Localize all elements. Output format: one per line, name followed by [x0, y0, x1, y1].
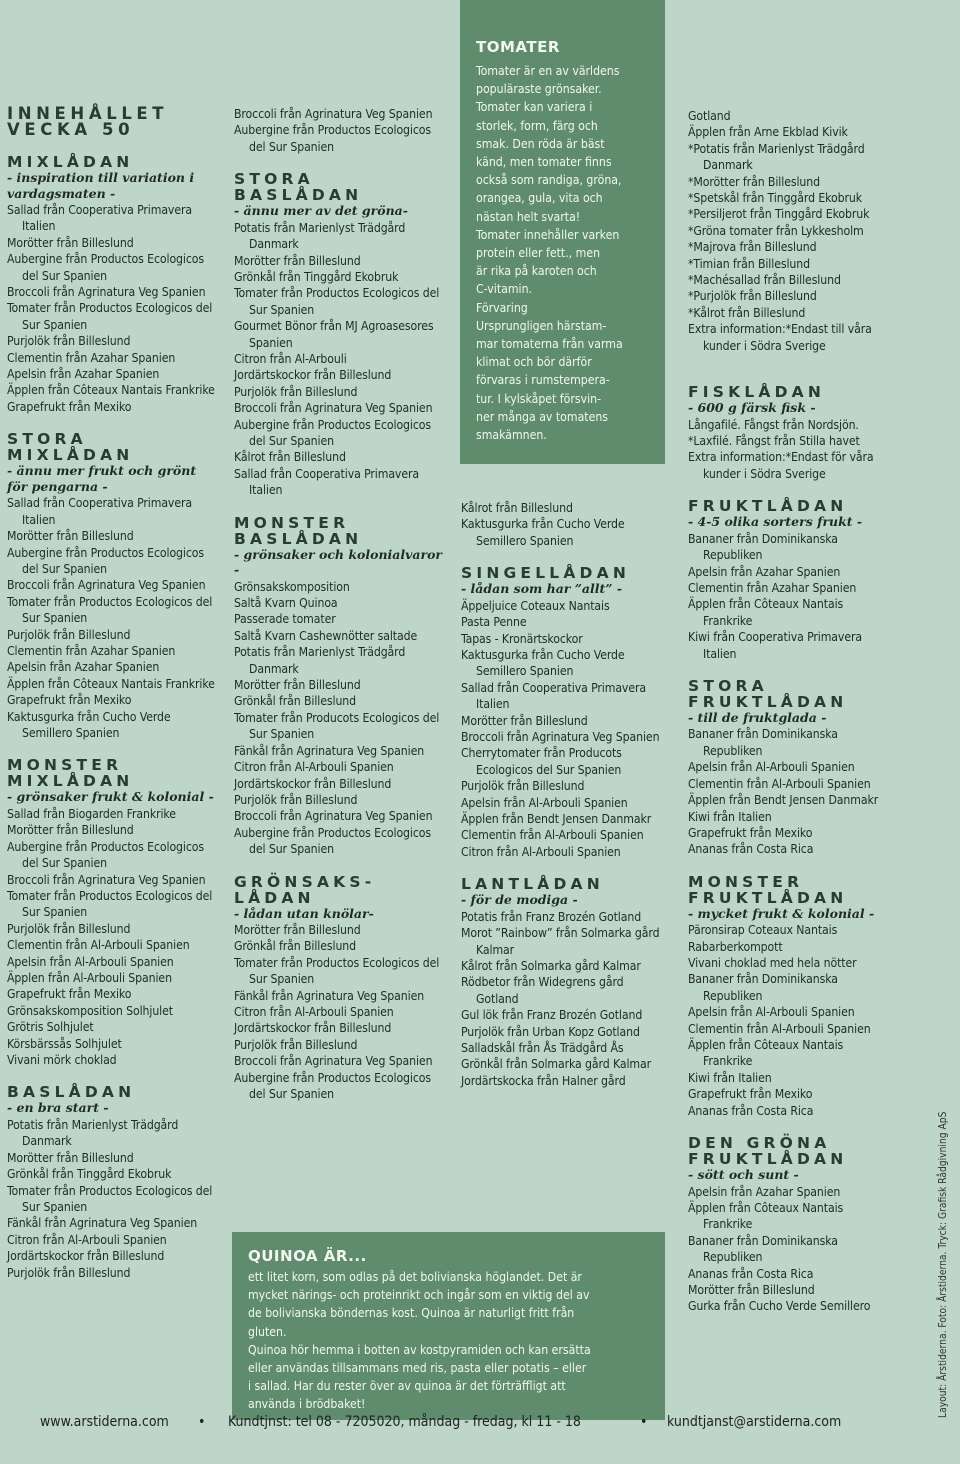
box-section — [234, 171, 444, 498]
list-item: Grapefrukt från Mexiko — [688, 825, 813, 840]
list-item: Äpplen från Côteaux Nantais Frankrike — [7, 383, 215, 398]
list-item: Aubergine från Productos Ecologicos del Sur Spanien — [7, 545, 205, 576]
box-section — [461, 565, 666, 860]
list-item: Sallad från Cooperativa Primavera Italien — [461, 680, 646, 712]
box-section — [7, 154, 215, 415]
list-item: Jordärtskocka från Halner gård — [461, 1073, 626, 1088]
list-item: Äpplen från Al-Arbouli Spanien — [7, 970, 172, 985]
list-item: *Laxfilé. Fångst från Stilla havet — [688, 434, 860, 448]
list-item: Purjolök från Billeslund — [7, 1265, 131, 1280]
list-item: *Kålrot från Billeslund — [688, 305, 806, 320]
list-item: Grönkål från Tinggård Ekobruk — [234, 269, 399, 284]
section-tagline: - en bra start - — [7, 1100, 109, 1116]
list-item: Morot ”Rainbow” från Solmarka gård Kalmar — [461, 926, 660, 957]
list-item: Bananer från Dominikanska Republiken — [688, 531, 838, 563]
list-item: Tomater från Productos Ecologicos del Sur Spanien — [7, 594, 213, 626]
list-item: Saltå Kvarn Cashewnötter saltade — [234, 628, 418, 643]
list-item: Apelsin från Al-Arbouli Spanien — [7, 954, 174, 969]
list-item: Citron från Al-Arbouli Spanien — [234, 1005, 394, 1020]
list-item: Apelsin från Al-Arbouli Spanien — [688, 1005, 855, 1020]
list-item: Pasta Penne — [461, 615, 527, 630]
list-item: Kålrot från Billeslund — [234, 450, 346, 465]
footer — [0, 1408, 918, 1438]
section-heading: DEN GRÖNA — [688, 1134, 831, 1153]
text-line: Tomater kan variera i — [476, 100, 593, 115]
list-item: Jordärtskockor från Billeslund — [234, 776, 392, 791]
box-section — [7, 431, 215, 741]
text-line: smak. Den röda är bäst — [476, 136, 605, 151]
list-item: Apelsin från Al-Arbouli Spanien — [688, 760, 855, 775]
list-item: Sallad från Cooperativa Primavera Italien — [7, 203, 192, 234]
section-heading: SINGELLÅDAN — [461, 564, 630, 583]
list-item: Tomater från Productos Ecologicos del Sur Spanien — [7, 888, 213, 920]
section-heading: MIXLÅDAN — [7, 772, 134, 791]
list-item: Gul lök från Franz Brozén Gotland — [461, 1008, 643, 1023]
footer-bullet-1: • — [198, 1414, 206, 1430]
list-item: Bananer från Dominikanska Republiken — [688, 972, 838, 1003]
list-item: Broccoli från Agrinatura Veg Spanien — [7, 578, 206, 593]
quinoa-title: QUINOA ÄR... — [248, 1247, 367, 1265]
list-item: Tomater från Productos Ecologicos del Sur Spanien — [234, 955, 440, 987]
list-item: *Potatis från Marienlyst Trädgård Danmark — [688, 141, 865, 173]
list-item: Purjolök från Billeslund — [7, 334, 131, 349]
list-item: Tomater från Productos Ecologicos del Sur Spanien — [7, 1183, 213, 1214]
quinoa-text — [248, 1268, 658, 1414]
section-heading: STORA — [7, 430, 87, 449]
list-item: Bananer från Dominikanska Republiken — [688, 727, 838, 758]
box-section — [688, 498, 888, 662]
list-item: Citron från Al-Arbouli Spanien — [461, 844, 621, 859]
list-item: Clementin från Azahar Spanien — [7, 350, 176, 365]
section-heading: STORA — [688, 676, 768, 695]
section-heading: FRUKTLÅDAN — [688, 692, 848, 711]
box-section — [688, 1135, 888, 1315]
list-item: Sallad från Biogarden Frankrike — [7, 806, 176, 821]
list-item: Morötter från Billeslund — [7, 1150, 134, 1165]
section-heading: LÅDAN — [234, 888, 315, 907]
list-item: Ananas från Costa Rica — [688, 842, 814, 857]
box-section — [234, 874, 444, 1103]
list-item: Aubergine från Productos Ecologicos del Sur Spanien — [234, 417, 432, 448]
list-item: Grapefrukt från Mexiko — [7, 693, 132, 708]
list-item: Ananas från Costa Rica — [688, 1266, 814, 1281]
list-item: Morötter från Billeslund — [461, 713, 588, 728]
list-item: Apelsin från Azahar Spanien — [7, 660, 160, 675]
section-tagline: - till de fruktglada - — [688, 709, 827, 725]
text-line: orangea, gula, vita och — [476, 191, 603, 206]
list-item: Aubergine från Productos Ecologicos del Sur Spanien — [7, 839, 205, 871]
list-item: Bananer från Dominikanska Republiken — [688, 1233, 838, 1265]
list-item: Päronsirap Coteaux Nantais — [688, 923, 838, 938]
list-item: Morötter från Billeslund — [7, 823, 134, 838]
text-line: eller användas tillsammans med ris, pasta eller potatis – eller — [248, 1361, 587, 1376]
text-line: protein eller fett., men — [476, 246, 601, 261]
customer-service-text: Kundtjnst: tel 08 - 7205020, måndag - fredag, kl 11 - 18 — [228, 1414, 581, 1430]
list-item: Grapefrukt från Mexiko — [7, 399, 132, 414]
list-item: Citron från Al-Arbouli Spanien — [7, 1232, 167, 1247]
section-heading: MIXLÅDAN — [7, 153, 134, 171]
list-item: Fänkål från Agrinatura Veg Spanien — [7, 1216, 198, 1231]
box-section — [688, 384, 888, 482]
list-item: Salladskål från Ås Trädgård Ås — [461, 1040, 624, 1055]
section-heading: MONSTER — [7, 756, 123, 775]
list-item: Purjolök från Billeslund — [7, 921, 131, 936]
list-item: Aubergine från Productos Ecologicos del Sur Spanien — [7, 252, 205, 283]
list-item: Kålrot från Solmarka gård Kalmar — [461, 958, 641, 973]
issue-title-line-2: VECKA 50 — [7, 120, 135, 139]
list-item: Äpplen från Côteaux Nantais Frankrike — [688, 1038, 844, 1069]
column-3 — [461, 500, 666, 1105]
tomater-info-box — [460, 0, 665, 464]
list-item: Gurka från Cucho Verde Semillero — [688, 1299, 871, 1314]
list-item: Broccoli från Agrinatura Veg Spanien — [234, 809, 433, 824]
col2-sections — [234, 171, 444, 1102]
section-heading: FRUKTLÅDAN — [688, 497, 848, 516]
quinoa-info-box — [232, 1232, 665, 1420]
box-section — [7, 1084, 215, 1281]
text-line: också som randiga, gröna, — [476, 173, 622, 188]
list-item: Grönkål från Tinggård Ekobruk — [7, 1167, 172, 1182]
list-item: *Machésallad från Billeslund — [688, 273, 841, 288]
list-item: Apelsin från Azahar Spanien — [688, 564, 841, 579]
list-item: Kålrot från Billeslund — [461, 501, 573, 515]
list-item: Grönkål från Billeslund — [234, 939, 357, 954]
text-line: Quinoa hör hemma i botten av kostpyramiden och kan ersätta — [248, 1342, 591, 1357]
list-item: Äpplen från Arne Ekblad Kivik — [688, 125, 848, 140]
list-item: *Spetskål från Tinggård Ekobruk — [688, 191, 862, 206]
email-link[interactable]: kundtjanst@arstiderna.com — [667, 1414, 842, 1430]
text-line: Tomater är en av världens — [476, 64, 620, 78]
list-item: Tomater från Producots Ecologicos del Sur Spanien — [234, 710, 440, 742]
section-tagline: - sött och sunt - — [688, 1167, 799, 1183]
list-item: Tomater från Productos Ecologicos del Sur Spanien — [7, 301, 213, 332]
list-item: Purjolök från Billeslund — [234, 1037, 358, 1052]
list-item: Purjolök från Urban Kopz Gotland — [461, 1024, 640, 1039]
list-item: Extra information:*Endast till våra kunder i Södra Sverige — [688, 322, 872, 353]
section-heading: BASLÅDAN — [234, 186, 363, 205]
text-line: gluten. — [248, 1324, 287, 1339]
list-item: Cherrytomater från Producots Ecologicos del Sur Spanien — [461, 746, 622, 777]
section-heading: BASLÅDAN — [234, 529, 363, 548]
list-item: Morötter från Billeslund — [234, 678, 361, 693]
list-item: *Persiljerot från Tinggård Ekobruk — [688, 207, 870, 222]
text-line: känd, men tomater finns — [476, 155, 612, 170]
column-1 — [7, 106, 215, 1297]
section-heading: MONSTER — [688, 872, 804, 891]
text-line: är rika på karoten och — [476, 264, 597, 279]
section-heading: MIXLÅDAN — [7, 446, 134, 465]
text-line: Förvaring — [476, 300, 528, 315]
list-item: Äpplen från Côteaux Nantais Frankrike — [7, 676, 215, 691]
list-item: Morötter från Billeslund — [234, 923, 361, 938]
text-line: Ursprungligen härstam- — [476, 318, 607, 333]
list-item: *Purjolök från Billeslund — [688, 289, 817, 304]
text-line: de bolivianska böndernas kost. Quinoa är naturligt fritt från — [248, 1306, 575, 1321]
text-line: förvaras i rumstempera- — [476, 373, 610, 388]
section-tagline: - lådan utan knölar- — [234, 905, 374, 921]
section-heading: FRUKTLÅDAN — [688, 1150, 848, 1169]
website-link[interactable]: www.arstiderna.com — [40, 1414, 169, 1430]
box-section — [688, 874, 888, 1119]
list-item: Långafilé. Fångst från Nordsjön. — [688, 417, 859, 432]
list-item: Kiwi från Italien — [688, 1070, 772, 1085]
list-item: Broccoli från Agrinatura Veg Spanien — [234, 1054, 433, 1069]
list-item: Potatis från Franz Brozén Gotland — [461, 909, 642, 924]
list-item: Passerade tomater — [234, 612, 336, 627]
list-item: Grapefrukt från Mexiko — [688, 1087, 813, 1102]
section-heading: MONSTER — [234, 513, 350, 532]
list-item: Gourmet Bönor från MJ Agroasesores Spanien — [234, 319, 434, 350]
list-item: Morötter från Billeslund — [7, 235, 134, 250]
list-item: Aubergine från Productos Ecologicos del Sur Spanien — [234, 123, 432, 154]
box-section — [461, 876, 666, 1089]
list-item: Morötter från Billeslund — [234, 253, 361, 268]
list-item: Purjolök från Billeslund — [234, 384, 358, 399]
col3-sections — [461, 565, 666, 1089]
list-item: Kaktusgurka från Cucho Verde Semillero Spanien — [7, 709, 171, 740]
list-item: Tapas - Kronärtskockor — [461, 631, 583, 646]
col4-continued-items — [688, 108, 888, 354]
list-item: Fänkål från Agrinatura Veg Spanien — [234, 743, 425, 758]
list-item: Aubergine från Productos Ecologicos del Sur Spanien — [234, 825, 432, 857]
section-tagline: - ännu mer frukt och grönt för pengarna - — [7, 463, 197, 494]
section-tagline: - 4-5 olika sorters frukt - — [688, 514, 863, 530]
list-item: Clementin från Al-Arbouli Spanien — [461, 828, 644, 843]
list-item: Äppeljuice Coteaux Nantais — [461, 598, 610, 613]
list-item: Tomater från Productos Ecologicos del Sur Spanien — [234, 286, 440, 317]
text-line: storlek, form, färg och — [476, 118, 598, 133]
section-heading: GRÖNSAKS- — [234, 872, 376, 891]
list-item: Saltå Kvarn Quinoa — [234, 596, 338, 611]
credit-line: Layout: Årstiderna. Foto: Årstiderna. Tryck: Grafisk Rådgivning ApS — [938, 1111, 949, 1418]
list-item: Citron från Al-Arbouli — [234, 351, 347, 366]
list-item: *Gröna tomater från Lykkesholm — [688, 223, 864, 238]
section-tagline: - grönsaker frukt & kolonial - — [7, 789, 214, 805]
section-heading: LANTLÅDAN — [461, 875, 604, 894]
section-heading: STORA — [234, 170, 314, 189]
list-item: Extra information:*Endast för våra kunder i Södra Sverige — [688, 450, 874, 481]
list-item: Potatis från Marienlyst Trädgård Danmark — [234, 220, 406, 252]
list-item: Broccoli från Agrinatura Veg Spanien — [7, 872, 206, 887]
list-item: Kiwi från Italien — [688, 809, 772, 824]
text-line: mar tomaterna från varma — [476, 337, 623, 352]
list-item: Sallad från Cooperativa Primavera Italien — [234, 466, 419, 498]
list-item: Purjolök från Billeslund — [461, 779, 585, 794]
box-section — [234, 515, 444, 858]
list-item: Kaktusgurka från Cucho Verde Semillero Spanien — [461, 647, 625, 679]
list-item: Vivani choklad med hela nötter — [688, 956, 857, 971]
footer-bullet-2: • — [640, 1414, 648, 1430]
text-line: ner många av tomatens — [476, 409, 608, 424]
section-tagline: - ännu mer av det gröna- — [234, 203, 408, 219]
section-heading: BASLÅDAN — [7, 1083, 136, 1102]
list-item: Äpplen från Côteaux Nantais Frankrike — [688, 1201, 844, 1232]
list-item: Aubergine från Productos Ecologicos del Sur Spanien — [234, 1070, 432, 1102]
text-line: Tomater innehåller varken — [476, 227, 620, 242]
list-item: Clementin från Al-Arbouli Spanien — [688, 1021, 871, 1036]
list-item: Sallad från Cooperativa Primavera Italien — [7, 496, 192, 527]
list-item: Broccoli från Agrinatura Veg Spanien — [461, 729, 660, 744]
list-item: Gotland — [688, 109, 731, 123]
list-item: Clementin från Azahar Spanien — [7, 643, 176, 658]
text-line: ett litet korn, som odlas på det bolivianska höglandet. Det är — [248, 1270, 582, 1284]
text-line: nästan helt svarta! — [476, 209, 581, 224]
list-item: Grönsakskomposition — [234, 579, 350, 594]
section-tagline: - 600 g färsk fisk - — [688, 400, 816, 416]
section-tagline: - lådan som har ”allt” - — [461, 581, 623, 597]
section-tagline: - grönsaker och kolonialvaror - — [234, 546, 443, 578]
list-item: Fänkål från Agrinatura Veg Spanien — [234, 988, 425, 1003]
list-item: Äpplen från Bendt Jensen Danmakr — [688, 793, 879, 808]
text-line: C-vitamin. — [476, 282, 532, 297]
list-item: Purjolök från Billeslund — [234, 792, 358, 807]
section-tagline: - för de modiga - — [461, 892, 578, 908]
list-item: Grönkål från Billeslund — [234, 694, 357, 709]
list-item: *Morötter från Billeslund — [688, 174, 820, 189]
list-item: Kaktusgurka från Cucho Verde Semillero Spanien — [461, 517, 625, 548]
text-line: tur. I kylskåpet försvin- — [476, 391, 602, 406]
section-tagline: - inspiration till variation i vardagsmaten - — [7, 170, 195, 201]
list-item: Apelsin från Azahar Spanien — [7, 367, 160, 382]
list-item: Körsbärssås Solhjulet — [7, 1036, 122, 1051]
list-item: Potatis från Marienlyst Trädgård Danmark — [7, 1117, 179, 1149]
list-item: Purjolök från Billeslund — [7, 627, 131, 642]
text-line: i sallad. Har du rester över av quinoa är det förträffligt att — [248, 1379, 566, 1394]
list-item: Grönsakskomposition Solhjulet — [7, 1003, 173, 1018]
list-item: Kiwi från Cooperativa Primavera Italien — [688, 630, 862, 661]
list-item: Clementin från Al-Arbouli Spanien — [7, 938, 190, 953]
section-heading: FISKLÅDAN — [688, 383, 826, 402]
tomater-text — [476, 62, 656, 444]
list-item: Broccoli från Agrinatura Veg Spanien — [234, 107, 433, 121]
box-section — [688, 678, 888, 858]
issue-title-line-1: INNEHÅLLET — [7, 104, 169, 123]
col3-continued-items — [461, 500, 666, 549]
list-item: Äpplen från Bendt Jensen Danmakr — [461, 812, 652, 826]
list-item: Jordärtskockor från Billeslund — [234, 1021, 392, 1036]
section-heading: FRUKTLÅDAN — [688, 888, 848, 907]
list-item: Broccoli från Agrinatura Veg Spanien — [234, 401, 433, 416]
col1-sections — [7, 154, 215, 1281]
list-item: Potatis från Marienlyst Trädgård Danmark — [234, 645, 406, 676]
text-line: klimat och bör därför — [476, 355, 592, 370]
list-item: Ananas från Costa Rica — [688, 1103, 814, 1118]
list-item: Clementin från Al-Arbouli Spanien — [688, 776, 871, 791]
list-item: Apelsin från Azahar Spanien — [688, 1184, 841, 1199]
list-item: Grönkål från Solmarka gård Kalmar — [461, 1057, 652, 1072]
col4-sections — [688, 384, 888, 1315]
list-item: Morötter från Billeslund — [7, 529, 134, 544]
list-item: *Majrova från Billeslund — [688, 240, 817, 255]
list-item: Apelsin från Al-Arbouli Spanien — [461, 795, 628, 810]
text-line: populäraste grönsaker. — [476, 82, 602, 97]
list-item: Grötris Solhjulet — [7, 1020, 94, 1035]
list-item: Jordärtskockor från Billeslund — [7, 1249, 165, 1264]
text-line: mycket närings- och proteinrikt och ingår som en viktig del av — [248, 1288, 590, 1303]
list-item: Clementin från Azahar Spanien — [688, 580, 857, 595]
column-4 — [688, 108, 888, 1331]
section-tagline: - mycket frukt & kolonial - — [688, 905, 875, 921]
list-item: Rabarberkompott — [688, 939, 783, 954]
box-section — [7, 757, 215, 1068]
list-item: *Timian från Billeslund — [688, 256, 810, 271]
list-item: Äpplen från Côteaux Nantais Frankrike — [688, 597, 844, 628]
text-line: använda i brödbaket! — [248, 1397, 366, 1412]
column-2 — [234, 106, 444, 1119]
list-item: Citron från Al-Arbouli Spanien — [234, 760, 394, 775]
text-line: smakämnen. — [476, 428, 547, 443]
list-item: Grapefrukt från Mexiko — [7, 987, 132, 1002]
list-item: Broccoli från Agrinatura Veg Spanien — [7, 285, 206, 300]
list-item: Jordärtskockor från Billeslund — [234, 368, 392, 383]
col2-continued-items — [234, 106, 444, 155]
list-item: Vivani mörk choklad — [7, 1052, 117, 1067]
list-item: Morötter från Billeslund — [688, 1283, 815, 1298]
list-item: Rödbetor från Widegrens gård Gotland — [461, 975, 624, 1006]
tomater-title: TOMATER — [476, 38, 560, 56]
